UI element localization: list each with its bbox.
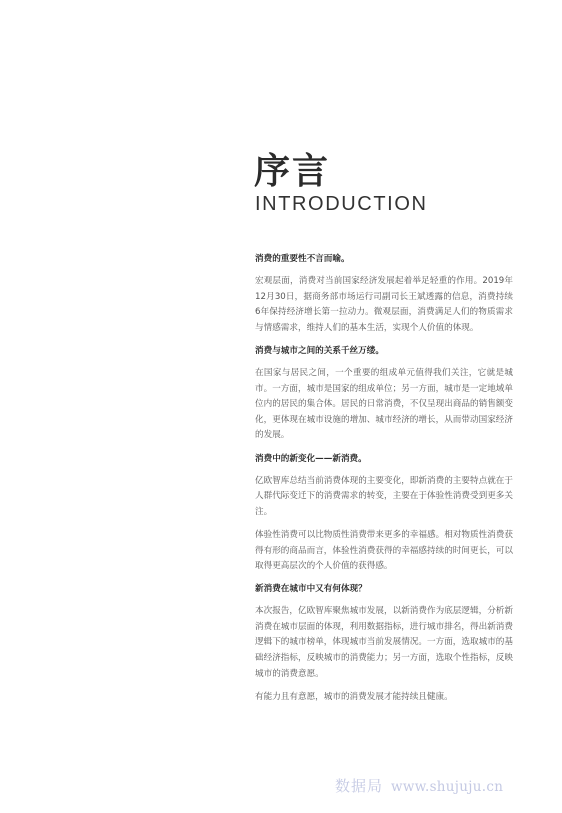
page-title: 序言 [254, 151, 331, 192]
section-heading: 消费与城市之间的关系千丝万缕。 [255, 345, 384, 356]
section-heading: 消费中的新变化——新消费。 [255, 453, 367, 464]
paragraph: 宏观层面，消费对当前国家经济发展起着举足轻重的作用。2019年12月30日，据商务部市场运行司副司长王斌透露的信息，消费持续6年保持经济增长第一拉动力。微观层面，消费满足人们的物质需求与情感需求，维持人们的基本生活，实现个人价值的体现。 [255, 276, 513, 333]
watermark-cn: 数据局 [335, 777, 384, 795]
section-heading: 新消费在城市中又有何体现？ [255, 584, 367, 595]
paragraph: 体验性消费可以比物质性消费带来更多的幸福感。相对物质性消费获得有形的商品而言，体验性消费获得的幸福感持续的时间更长，可以取得更高层次的个人价值的获得感。 [255, 529, 513, 572]
paragraph: 有能力且有意愿，城市的消费发展才能持续且健康。 [255, 691, 453, 702]
page-subtitle: INTRODUCTION [255, 193, 428, 215]
watermark-url: www.shujuju.cn [391, 779, 504, 795]
paragraph: 亿欧智库总结当前消费体现的主要变化，即新消费的主要特点就在于人群代际变迁下的消费需求的转变，主要在于体验性消费受到更多关注。 [255, 475, 513, 517]
section-heading: 消费的重要性不言而喻。 [255, 254, 350, 264]
body-content [255, 252, 513, 713]
paragraph: 本次报告，亿欧智库聚焦城市发展，以新消费作为底层逻辑，分析新消费在城市层面的体现，利用数据指标，进行城市排名，得出新消费逻辑下的城市榜单，体现城市当前发展情况。一方面，选取城市的基础经济指标，反映城市的消费能力；另一方面，选取个性指标，反映城市的消费意愿。 [255, 606, 513, 679]
watermark [335, 775, 503, 796]
paragraph: 在国家与居民之间，一个重要的组成单元值得我们关注，它就是城市。一方面，城市是国家的组成单位；另一方面，城市是一定地域单位内的居民的集合体。居民的日常消费，不仅呈现出商品的销售额变化，更体现在城市设施的增加、城市经济的增长，从而带动国家经济的发展。 [255, 368, 513, 441]
